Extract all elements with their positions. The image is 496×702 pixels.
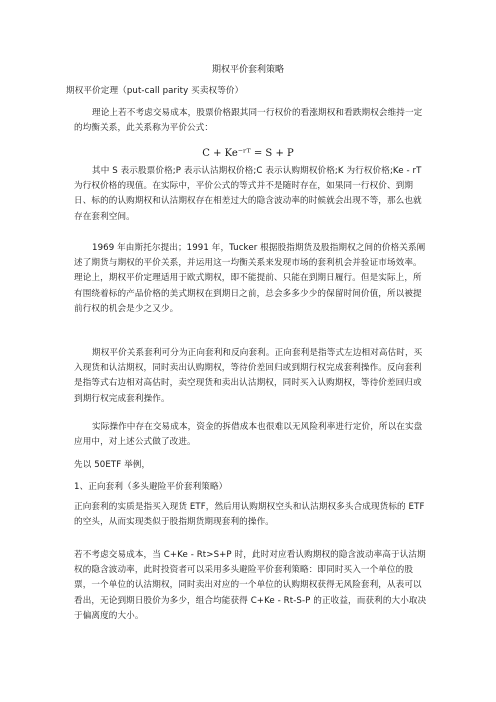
section-heading-forward-arbitrage: 1、正向套利（多头避险平价套利策略） <box>74 482 228 492</box>
parity-formula: C + Ke⁻ʳᵀ = S + P <box>202 148 294 159</box>
paragraph-4: 期权平价关系套利可分为正向套利和反向套利。正向套利是指等式左边相对高估时，买入现货和认沽期权，同时卖出认购期权，等待价差回归或到期行权完成套利操作。反向套利是指等式右边相对高估时，卖空现货和卖出认沽期权，同时买入认购期权，等待价差回归或到期行权完成套利操作。 <box>74 348 423 404</box>
paragraph-9: 若不考虑交易成本，当 C+Ke - Rt>S+P 时，此时对应看认购期权的隐含波动率高于认沽期权的隐含波动率，此时投资者可以采用多头避险平价套利策略：即同时买入一个单位的股票，一个单位的认沽期权，同时卖出对应的一个单位的认购期权获得无风险套利，从表可以看出，无论到期日股价为多少，组合均能获得 C+Ke - Rt-S-P 的正收益，而获利的大小取决于偏离度的大小。 <box>74 550 427 621</box>
paragraph-1: 理论上若不考虑交易成本，股票价格跟其同一行权价的看涨期权和看跌期权会维持一定的均衡关系，此关系称为平价公式： <box>74 108 423 134</box>
subtitle: 期权平价定理（put-call parity 买卖权等价） <box>66 86 244 96</box>
paragraph-8: 正向套利的实质是指买入现货 ETF，然后用认购期权空头和认沽期权多头合成现货标的 ETF 的空头，从而实现类似于股指期货期现套利的操作。 <box>74 502 425 528</box>
paragraph-6: 先以 50ETF 举例， <box>74 460 151 470</box>
paragraph-5: 实际操作中存在交易成本，资金的拆借成本也很难以无风险利率进行定价，所以在实盘应用中，对上述公式做了改进。 <box>74 422 423 448</box>
paragraph-2: 其中 S 表示股票价格;P 表示认沽期权价格;C 表示认购期权价格;K 为行权价格;Ke - rT 为行权价格的现值。在实际中，平价公式的等式并不是随时存在，如果同一行权价、到期日、标的的认购期权和认沽期权存在相差过大的隐含波动率的时候就会出现不等，那么也就存在套利空间。 <box>74 166 422 222</box>
paragraph-3: 1969 年由斯托尔提出；1991 年，Tucker 根据股指期货及股指期权之间的价格关系阐述了期货与期权的平价关系，并运用这一均衡关系来发现市场的套利机会并验证市场效率。理论上，期权平价定理适用于欧式期权，即不能提前、只能在到期日履行。但是实际上，所有围绕着标的产品价格的美式期权在到期日之前，总会多多少少的保留时间价值，所以被提前行权的机会是少之又少。 <box>74 243 426 314</box>
doc-title: 期权平价套利策略 <box>211 65 284 75</box>
